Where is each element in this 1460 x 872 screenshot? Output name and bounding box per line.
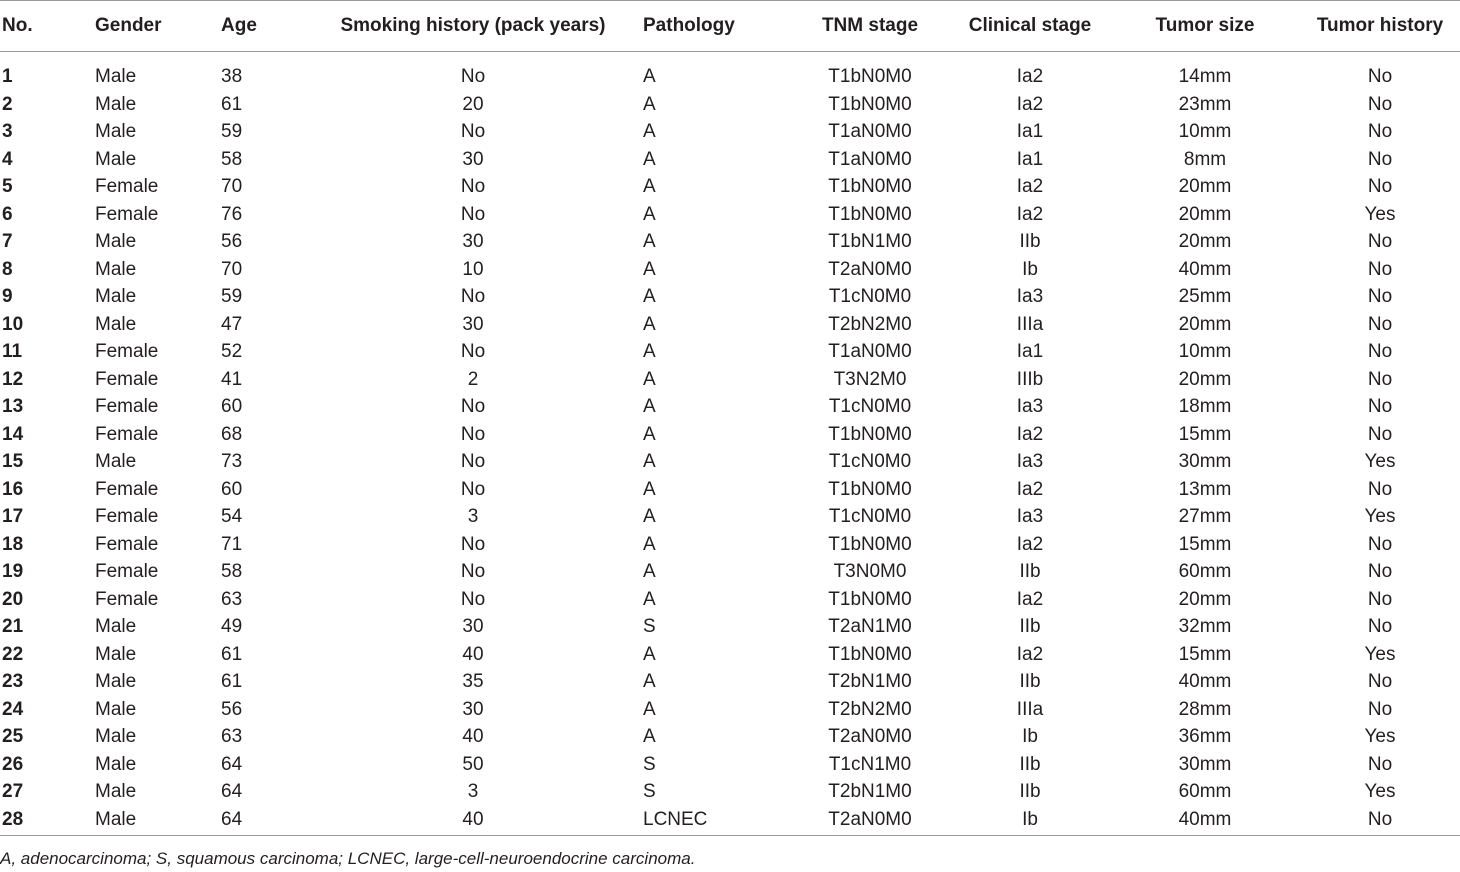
cell-age: 47 bbox=[221, 313, 243, 335]
cell-tumor-size: 23mm bbox=[1178, 93, 1232, 115]
cell-tumor-history: No bbox=[1367, 616, 1393, 637]
cell-pathology: A bbox=[643, 148, 656, 170]
cell-age: 70 bbox=[221, 258, 243, 280]
cell-tnm-stage: T1bN0M0 bbox=[828, 66, 912, 87]
cell-tumor-history: Yes bbox=[1364, 451, 1396, 472]
table-row bbox=[0, 201, 1460, 229]
cell-tumor-history: No bbox=[1367, 368, 1393, 390]
cell-tumor-size: 20mm bbox=[1178, 176, 1232, 197]
cell-smoking-history: 35 bbox=[462, 671, 484, 692]
cell-tumor-history: No bbox=[1367, 286, 1393, 307]
cell-tnm-stage: T1cN1M0 bbox=[828, 753, 912, 775]
cell-age: 68 bbox=[221, 423, 243, 445]
cell-tumor-size: 30mm bbox=[1178, 753, 1232, 775]
cell-smoking-history: No bbox=[460, 176, 486, 197]
cell-clinical-stage: IIb bbox=[1019, 781, 1041, 802]
cell-gender: Male bbox=[95, 231, 137, 252]
cell-clinical-stage: Ia2 bbox=[1016, 478, 1044, 500]
cell-clinical-stage: Ia2 bbox=[1016, 588, 1044, 610]
table-row bbox=[0, 52, 1460, 91]
cell-tnm-stage: T1aN0M0 bbox=[828, 341, 912, 362]
cell-tumor-history: No bbox=[1367, 313, 1393, 335]
cell-no: 28 bbox=[0, 806, 92, 836]
cell-tumor-size: 40mm bbox=[1178, 671, 1232, 692]
header-row bbox=[0, 1, 1460, 52]
cell-pathology: A bbox=[643, 478, 656, 500]
cell-clinical-stage: Ib bbox=[1022, 258, 1038, 280]
cell-age: 73 bbox=[221, 451, 243, 472]
cell-tumor-size: 10mm bbox=[1178, 341, 1232, 362]
cell-no: 7 bbox=[2, 231, 13, 252]
cell-age: 58 bbox=[221, 148, 243, 170]
cell-age: 64 bbox=[221, 781, 243, 802]
cell-smoking-history: 30 bbox=[462, 231, 484, 252]
table-row bbox=[0, 503, 1460, 531]
cell-tumor-size: 15mm bbox=[1178, 423, 1232, 445]
cell-smoking-history: 30 bbox=[462, 148, 484, 170]
cell-gender: Female bbox=[95, 561, 159, 582]
cell-tumor-history: No bbox=[1300, 806, 1460, 836]
header-clinical-stage: Clinical stage bbox=[950, 1, 1110, 52]
cell-tnm-stage: T1bN0M0 bbox=[828, 643, 912, 665]
cell-smoking-history: No bbox=[460, 423, 486, 445]
cell-gender: Male bbox=[95, 258, 137, 280]
cell-age: 64 bbox=[221, 753, 243, 775]
header-tumor-size: Tumor size bbox=[1110, 1, 1300, 52]
cell-tumor-size: 20mm bbox=[1178, 368, 1232, 390]
table-row bbox=[0, 476, 1460, 504]
cell-age: 52 bbox=[221, 341, 243, 362]
cell-clinical-stage: IIIa bbox=[1016, 698, 1044, 720]
cell-smoking-history: No bbox=[460, 286, 486, 307]
cell-tumor-history: No bbox=[1367, 671, 1393, 692]
header-age: Age bbox=[221, 1, 308, 52]
table-row bbox=[0, 668, 1460, 696]
cell-tnm-stage: T1cN0M0 bbox=[828, 396, 912, 417]
cell-tnm-stage: T2aN0M0 bbox=[828, 258, 912, 280]
cell-tumor-size: 30mm bbox=[1178, 451, 1232, 472]
cell-age: 63 bbox=[221, 588, 243, 610]
cell-age: 61 bbox=[221, 643, 243, 665]
table-row bbox=[0, 118, 1460, 146]
cell-tumor-history: No bbox=[1367, 258, 1393, 280]
cell-tumor-size: 32mm bbox=[1178, 616, 1232, 637]
cell-pathology: A bbox=[643, 203, 656, 225]
cell-no: 9 bbox=[2, 286, 13, 307]
cell-tnm-stage: T1cN0M0 bbox=[828, 286, 912, 307]
cell-smoking-history: 50 bbox=[462, 753, 484, 775]
cell-gender: Female bbox=[95, 478, 159, 500]
cell-tumor-size: 36mm bbox=[1178, 726, 1232, 747]
cell-no: 17 bbox=[2, 506, 24, 527]
cell-tnm-stage: T1bN0M0 bbox=[828, 93, 912, 115]
cell-gender: Male bbox=[95, 451, 137, 472]
cell-smoking-history: 40 bbox=[462, 643, 484, 665]
cell-pathology: A bbox=[643, 588, 656, 610]
cell-gender: Female bbox=[95, 176, 159, 197]
cell-no: 24 bbox=[2, 698, 24, 720]
table-row bbox=[0, 531, 1460, 559]
cell-clinical-stage: Ia3 bbox=[1016, 506, 1044, 527]
cell-clinical-stage: Ib bbox=[1022, 726, 1038, 747]
cell-tumor-history: Yes bbox=[1364, 643, 1396, 665]
cell-clinical-stage: Ia2 bbox=[1016, 203, 1044, 225]
cell-pathology: A bbox=[643, 726, 656, 747]
cell-clinical-stage: Ia3 bbox=[1016, 396, 1044, 417]
cell-no: 26 bbox=[2, 753, 24, 775]
table-row bbox=[0, 256, 1460, 284]
cell-tnm-stage: T3N2M0 bbox=[833, 368, 907, 390]
cell-smoking-history: No bbox=[460, 396, 486, 417]
cell-clinical-stage: Ia2 bbox=[1016, 93, 1044, 115]
cell-no: 22 bbox=[2, 643, 24, 665]
cell-gender: Male bbox=[95, 753, 137, 775]
cell-tumor-history: No bbox=[1367, 533, 1393, 555]
cell-tnm-stage: T2aN0M0 bbox=[828, 726, 912, 747]
cell-tumor-size: 20mm bbox=[1178, 231, 1232, 252]
cell-tnm-stage: T1aN0M0 bbox=[828, 148, 912, 170]
cell-age: 70 bbox=[221, 176, 243, 197]
cell-smoking-history: No bbox=[460, 121, 486, 142]
cell-smoking-history: No bbox=[460, 588, 486, 610]
cell-tumor-size: 8mm bbox=[1183, 148, 1227, 170]
cell-pathology: A bbox=[643, 396, 656, 417]
cell-pathology: A bbox=[643, 698, 656, 720]
cell-tumor-history: No bbox=[1367, 148, 1393, 170]
cell-clinical-stage: Ia2 bbox=[1016, 533, 1044, 555]
cell-tumor-history: No bbox=[1367, 396, 1393, 417]
cell-gender: Male bbox=[95, 148, 137, 170]
cell-gender: Male bbox=[95, 616, 137, 637]
cell-gender: Male bbox=[95, 93, 137, 115]
cell-pathology: S bbox=[643, 616, 656, 637]
table-row bbox=[0, 421, 1460, 449]
cell-tumor-size: 18mm bbox=[1178, 396, 1232, 417]
cell-smoking-history: 3 bbox=[467, 506, 479, 527]
cell-gender: Male bbox=[95, 726, 137, 747]
cell-smoking-history: No bbox=[460, 561, 486, 582]
cell-tnm-stage: T1bN1M0 bbox=[828, 231, 912, 252]
cell-tumor-size: 40mm bbox=[1110, 806, 1300, 836]
cell-pathology: S bbox=[643, 781, 656, 802]
cell-smoking-history: No bbox=[460, 533, 486, 555]
table-body bbox=[0, 52, 1460, 836]
cell-tumor-size: 20mm bbox=[1178, 588, 1232, 610]
cell-tnm-stage: T1bN0M0 bbox=[828, 533, 912, 555]
cell-age: 59 bbox=[221, 121, 243, 142]
cell-clinical-stage: IIIa bbox=[1016, 313, 1044, 335]
cell-tumor-history: Yes bbox=[1364, 203, 1396, 225]
cell-tumor-size: 60mm bbox=[1178, 781, 1232, 802]
cell-tumor-history: No bbox=[1367, 478, 1393, 500]
cell-no: 1 bbox=[2, 66, 13, 87]
cell-smoking-history: No bbox=[460, 66, 486, 87]
cell-no: 19 bbox=[2, 561, 24, 582]
table-row bbox=[0, 778, 1460, 806]
cell-tumor-history: Yes bbox=[1364, 726, 1396, 747]
cell-gender: Female bbox=[95, 368, 159, 390]
cell-smoking-history: 40 bbox=[308, 806, 638, 836]
cell-age: 60 bbox=[221, 396, 243, 417]
cell-gender: Female bbox=[95, 588, 159, 610]
cell-tumor-size: 13mm bbox=[1178, 478, 1232, 500]
cell-smoking-history: No bbox=[460, 478, 486, 500]
cell-clinical-stage: IIIb bbox=[1016, 368, 1044, 390]
cell-tumor-history: No bbox=[1367, 121, 1393, 142]
cell-pathology: A bbox=[643, 533, 656, 555]
cell-clinical-stage: IIb bbox=[1019, 616, 1041, 637]
cell-tumor-size: 28mm bbox=[1178, 698, 1232, 720]
cell-pathology: A bbox=[643, 176, 656, 197]
cell-age: 49 bbox=[221, 616, 243, 637]
cell-tumor-history: No bbox=[1367, 588, 1393, 610]
cell-tumor-history: Yes bbox=[1364, 781, 1396, 802]
table-row bbox=[0, 311, 1460, 339]
cell-age: 56 bbox=[221, 231, 243, 252]
cell-pathology: A bbox=[643, 121, 656, 142]
cell-tnm-stage: T3N0M0 bbox=[833, 561, 907, 582]
cell-no: 23 bbox=[2, 671, 24, 692]
header-tumor-history: Tumor history bbox=[1300, 1, 1460, 52]
cell-gender: Female bbox=[95, 396, 159, 417]
table-row bbox=[0, 613, 1460, 641]
cell-tnm-stage: T1cN0M0 bbox=[828, 451, 912, 472]
cell-clinical-stage: IIb bbox=[1019, 753, 1041, 775]
cell-gender: Female bbox=[95, 423, 159, 445]
cell-pathology: A bbox=[643, 231, 656, 252]
cell-tumor-size: 20mm bbox=[1178, 203, 1232, 225]
cell-pathology: A bbox=[643, 451, 656, 472]
cell-tumor-size: 27mm bbox=[1178, 506, 1232, 527]
cell-tnm-stage: T1cN0M0 bbox=[828, 506, 912, 527]
cell-no: 21 bbox=[2, 616, 24, 637]
cell-no: 6 bbox=[2, 203, 13, 225]
cell-gender: Male bbox=[95, 698, 137, 720]
cell-tnm-stage: T1bN0M0 bbox=[828, 203, 912, 225]
cell-gender: Female bbox=[95, 533, 159, 555]
cell-gender: Male bbox=[95, 643, 137, 665]
cell-pathology: A bbox=[643, 368, 656, 390]
cell-tumor-size: 60mm bbox=[1178, 561, 1232, 582]
cell-tnm-stage: T1bN0M0 bbox=[828, 588, 912, 610]
table-row bbox=[0, 173, 1460, 201]
cell-gender: Male bbox=[95, 781, 137, 802]
cell-gender: Male bbox=[95, 121, 137, 142]
cell-tumor-history: No bbox=[1367, 341, 1393, 362]
cell-age: 60 bbox=[221, 478, 243, 500]
cell-tumor-history: No bbox=[1367, 66, 1393, 87]
cell-no: 15 bbox=[2, 451, 24, 472]
table-row bbox=[0, 586, 1460, 614]
cell-smoking-history: 30 bbox=[462, 616, 484, 637]
cell-clinical-stage: Ia1 bbox=[1016, 148, 1044, 170]
cell-no: 12 bbox=[2, 368, 24, 390]
cell-tumor-history: Yes bbox=[1364, 506, 1396, 527]
cell-smoking-history: 3 bbox=[467, 781, 479, 802]
cell-age: 61 bbox=[221, 671, 243, 692]
table-row bbox=[0, 448, 1460, 476]
cell-no: 20 bbox=[2, 588, 24, 610]
cell-pathology: A bbox=[643, 258, 656, 280]
cell-tnm-stage: T2bN2M0 bbox=[828, 313, 912, 335]
header-pathology: Pathology bbox=[638, 1, 790, 52]
header-no: No. bbox=[0, 1, 92, 52]
cell-tumor-history: No bbox=[1367, 561, 1393, 582]
cell-clinical-stage: Ia2 bbox=[1016, 176, 1044, 197]
cell-tnm-stage: T1bN0M0 bbox=[828, 176, 912, 197]
cell-pathology: A bbox=[643, 286, 656, 307]
table-row bbox=[0, 558, 1460, 586]
table-row bbox=[0, 228, 1460, 256]
cell-smoking-history: 10 bbox=[462, 258, 484, 280]
cell-tnm-stage: T2aN0M0 bbox=[790, 806, 950, 836]
cell-smoking-history: 30 bbox=[462, 313, 484, 335]
cell-smoking-history: 40 bbox=[462, 726, 484, 747]
cell-tumor-size: 10mm bbox=[1178, 121, 1232, 142]
cell-no: 3 bbox=[2, 121, 13, 142]
table-row bbox=[0, 751, 1460, 779]
header-gender: Gender bbox=[92, 1, 221, 52]
table-row bbox=[0, 641, 1460, 669]
cell-gender: Male bbox=[92, 806, 221, 836]
cell-no: 8 bbox=[2, 258, 13, 280]
cell-clinical-stage: Ia1 bbox=[1016, 121, 1044, 142]
cell-tnm-stage: T1bN0M0 bbox=[828, 423, 912, 445]
cell-no: 10 bbox=[2, 313, 24, 335]
cell-tumor-size: 25mm bbox=[1178, 286, 1232, 307]
cell-tnm-stage: T1bN0M0 bbox=[828, 478, 912, 500]
cell-gender: Female bbox=[95, 341, 159, 362]
cell-age: 56 bbox=[221, 698, 243, 720]
cell-clinical-stage: Ia2 bbox=[1016, 66, 1044, 87]
cell-smoking-history: 20 bbox=[462, 93, 484, 115]
table-row bbox=[0, 366, 1460, 394]
cell-pathology: A bbox=[643, 66, 656, 87]
header-tnm-stage: TNM stage bbox=[790, 1, 950, 52]
cell-pathology: A bbox=[643, 671, 656, 692]
cell-no: 16 bbox=[2, 478, 24, 500]
table-row bbox=[0, 806, 1460, 836]
cell-pathology: A bbox=[643, 561, 656, 582]
cell-tumor-history: No bbox=[1367, 93, 1393, 115]
cell-gender: Female bbox=[95, 203, 159, 225]
cell-gender: Female bbox=[95, 506, 159, 527]
cell-no: 4 bbox=[2, 148, 13, 170]
cell-age: 63 bbox=[221, 726, 243, 747]
table-row bbox=[0, 723, 1460, 751]
cell-clinical-stage: Ia2 bbox=[1016, 643, 1044, 665]
table-footnote: A, adenocarcinoma; S, squamous carcinoma; LCNEC, large-cell-neuroendocrine carcinoma. bbox=[0, 849, 696, 868]
cell-tumor-size: 20mm bbox=[1178, 313, 1232, 335]
cell-age: 59 bbox=[221, 286, 243, 307]
cell-smoking-history: 2 bbox=[467, 368, 479, 390]
cell-no: 11 bbox=[2, 341, 23, 362]
cell-clinical-stage: Ia2 bbox=[1016, 423, 1044, 445]
cell-no: 14 bbox=[2, 423, 24, 445]
cell-age: 38 bbox=[221, 66, 243, 87]
cell-tumor-history: No bbox=[1367, 423, 1393, 445]
header-smoking-history: Smoking history (pack years) bbox=[308, 1, 638, 52]
cell-tumor-history: No bbox=[1367, 753, 1393, 775]
table-row bbox=[0, 338, 1460, 366]
cell-age: 61 bbox=[221, 93, 243, 115]
cell-tumor-history: No bbox=[1367, 698, 1393, 720]
cell-age: 41 bbox=[221, 368, 243, 390]
cell-age: 58 bbox=[221, 561, 243, 582]
cell-tumor-size: 40mm bbox=[1178, 258, 1232, 280]
cell-pathology: S bbox=[643, 753, 656, 775]
cell-no: 25 bbox=[2, 726, 24, 747]
cell-clinical-stage: IIb bbox=[1019, 671, 1041, 692]
table-row bbox=[0, 393, 1460, 421]
cell-clinical-stage: Ia3 bbox=[1016, 451, 1044, 472]
cell-smoking-history: No bbox=[460, 203, 486, 225]
cell-tnm-stage: T2aN1M0 bbox=[828, 616, 912, 637]
cell-tnm-stage: T2bN1M0 bbox=[828, 671, 912, 692]
table-row bbox=[0, 146, 1460, 174]
cell-no: 2 bbox=[2, 93, 13, 115]
cell-smoking-history: No bbox=[460, 341, 486, 362]
cell-smoking-history: 30 bbox=[462, 698, 484, 720]
cell-clinical-stage: IIb bbox=[1019, 231, 1041, 252]
cell-tumor-history: No bbox=[1367, 176, 1393, 197]
cell-pathology: A bbox=[643, 341, 656, 362]
cell-pathology: A bbox=[643, 423, 656, 445]
cell-no: 27 bbox=[2, 781, 24, 802]
cell-tumor-size: 15mm bbox=[1178, 533, 1232, 555]
cell-clinical-stage: Ib bbox=[950, 806, 1110, 836]
cell-gender: Male bbox=[95, 66, 137, 87]
cell-gender: Male bbox=[95, 286, 137, 307]
cell-pathology: A bbox=[643, 93, 656, 115]
cell-clinical-stage: IIb bbox=[1019, 561, 1041, 582]
cell-pathology: A bbox=[643, 313, 656, 335]
cell-tnm-stage: T2bN1M0 bbox=[828, 781, 912, 802]
cell-clinical-stage: Ia1 bbox=[1016, 341, 1044, 362]
table-row bbox=[0, 283, 1460, 311]
cell-gender: Male bbox=[95, 313, 137, 335]
cell-clinical-stage: Ia3 bbox=[1016, 286, 1044, 307]
cell-age: 64 bbox=[221, 806, 308, 836]
cell-age: 54 bbox=[221, 506, 243, 527]
cell-pathology: LCNEC bbox=[638, 806, 790, 836]
cell-smoking-history: No bbox=[460, 451, 486, 472]
cell-no: 13 bbox=[2, 396, 24, 417]
cell-pathology: A bbox=[643, 643, 656, 665]
cell-no: 5 bbox=[2, 176, 13, 197]
table-row bbox=[0, 696, 1460, 724]
cell-tumor-size: 14mm bbox=[1178, 66, 1232, 87]
cell-age: 76 bbox=[221, 203, 243, 225]
cell-tnm-stage: T1aN0M0 bbox=[828, 121, 912, 142]
table-row bbox=[0, 91, 1460, 119]
cell-gender: Male bbox=[95, 671, 137, 692]
cell-tnm-stage: T2bN2M0 bbox=[828, 698, 912, 720]
cell-age: 71 bbox=[221, 533, 243, 555]
cell-tumor-history: No bbox=[1367, 231, 1393, 252]
cell-tumor-size: 15mm bbox=[1178, 643, 1232, 665]
cell-no: 18 bbox=[2, 533, 24, 555]
cell-pathology: A bbox=[643, 506, 656, 527]
